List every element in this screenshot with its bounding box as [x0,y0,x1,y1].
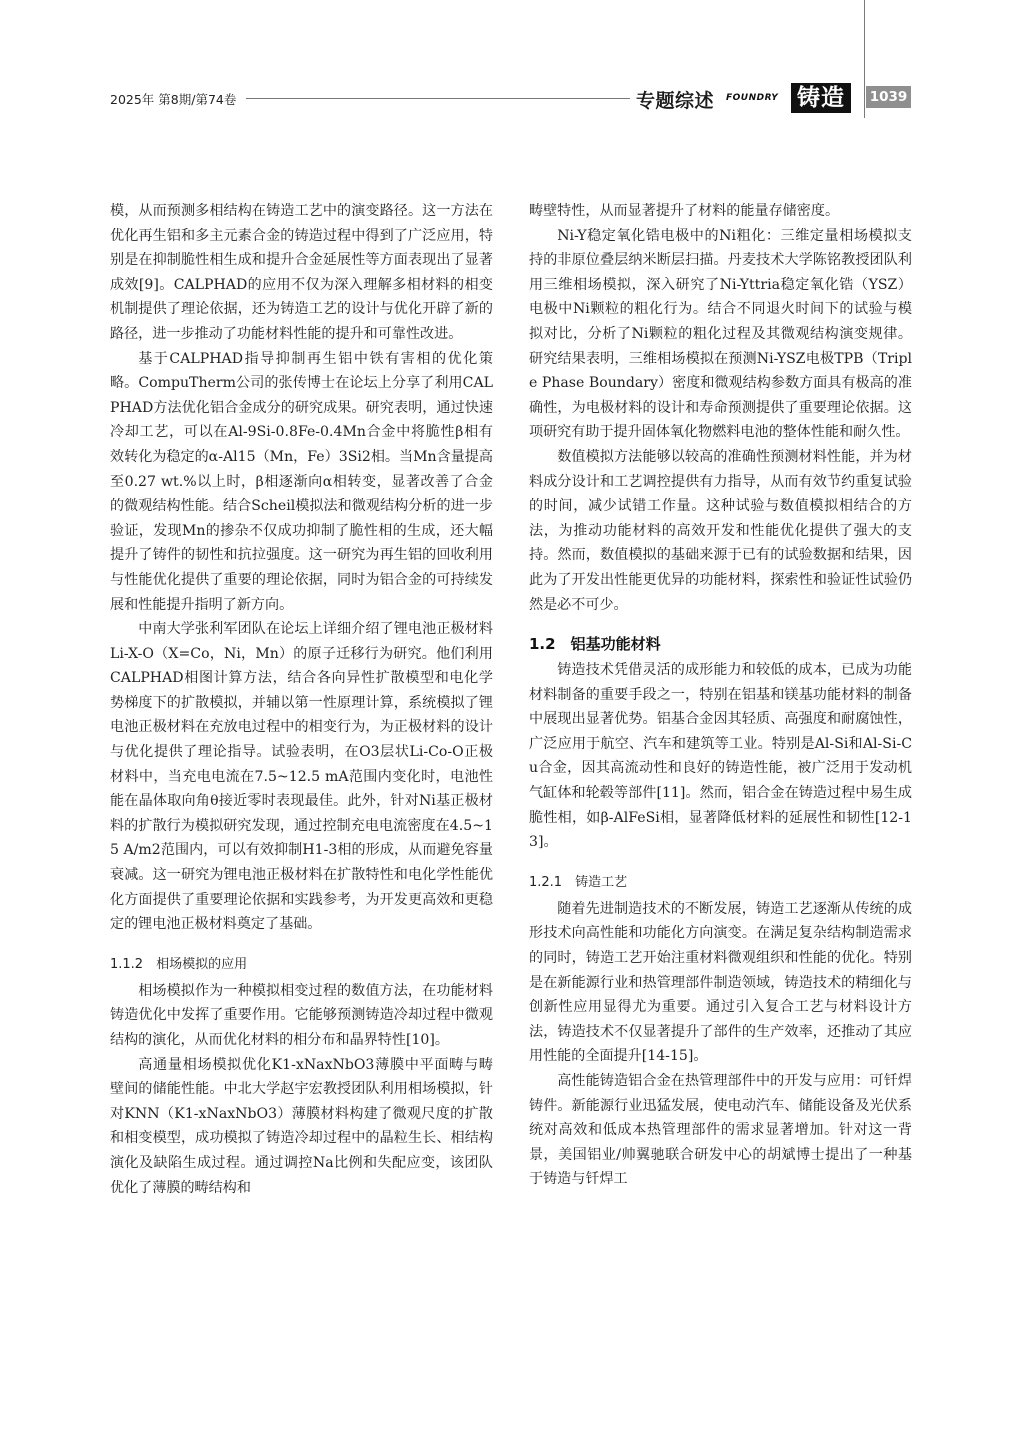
header-rule [246,98,630,99]
paragraph: 高性能铸造铝合金在热管理部件中的开发与应用：可钎焊铸件。新能源行业迅猛发展，使电动汽车、储能设备及光伏系统对高效和低成本热管理部件的需求显著增加。针对这一背景，美国铝业/帅翼驰联合研发中心的胡斌博士提出了一种基于铸造与钎焊工 [529,1073,912,1188]
right-column [529,199,912,1192]
journal-name-english: FOUNDRY [726,93,779,103]
running-header [0,86,1020,112]
paragraph: 中南大学张利军团队在论坛上详细介绍了锂电池正极材料Li-X-O（X=Co，Ni，Mn）的原子迁移行为研究。他们利用CALPHAD相图计算方法，结合各向异性扩散模型和电化学势梯度下的扩散模拟，并辅以第一性原理计算，系统模拟了锂电池正极材料在充放电过程中的相变行为，为正极材料的设计与优化提供了理论指导。试验表明，在O3层状Li-Co-O正极材料中，当充电电流在7.5~12.5 mA范围内变化时，电池性能在晶体取向角θ接近零时表现最佳。此外，针对Ni基正极材料的扩散行为模拟研究发现，通过控制充电电流密度在4.5~15 A/m2范围内，可以有效抑制H1-3相的形成，从而避免容量衰减。这一研究为锂电池正极材料在扩散特性和电化学性能优化方面提供了重要理论依据和实践参考，为开发更高效和更稳定的锂电池正极材料奠定了基础。 [110,621,493,933]
paragraph: 铸造技术凭借灵活的成形能力和较低的成本，已成为功能材料制备的重要手段之一，特别在铝基和镁基功能材料的制备中展现出显著优势。铝基合金因其轻质、高强度和耐腐蚀性，广泛应用于航空、汽车和建筑等工业。特别是Al-Si和Al-Si-Cu合金，因其高流动性和良好的铸造性能，被广泛用于发动机气缸体和轮毂等部件[11]。然而，铝合金在铸造过程中易生成脆性相，如β-AlFeSi相，显著降低材料的延展性和韧性[12-13]。 [529,662,912,851]
section-title: 专题综述 [636,90,715,112]
left-column [110,199,493,1200]
paragraph: 高通量相场模拟优化K1-xNaxNbO3薄膜中平面畴与畴壁间的储能性能。中北大学赵宇宏教授团队利用相场模拟，针对KNN（K1-xNaxNbO3）薄膜材料构建了微观尺度的扩散和相变模型，成功模拟了铸造冷却过程中的晶粒生长、相结构演化及缺陷生成过程。通过调控Na比例和失配应变，该团队优化了薄膜的畴结构和 [110,1056,493,1196]
paragraph: 模，从而预测多相结构在铸造工艺中的演变路径。这一方法在优化再生铝和多主元素合金的铸造过程中得到了广泛应用，特别是在抑制脆性相生成和提升合金延展性等方面表现出了显著成效[9]。CALPHAD的应用不仅为深入理解多相材料的相变机制提供了理论依据，还为铸造工艺的设计与优化开辟了新的路径，进一步推动了功能材料性能的提升和可靠性改进。 [110,203,493,342]
journal-logo: 铸造 [791,83,851,113]
paragraph: Ni-Y稳定氧化锆电极中的Ni粗化：三维定量相场模拟支持的非原位叠层纳米断层扫描。丹麦技术大学陈铭教授团队利用三维相场模拟，深入研究了Ni-Yttria稳定氧化锆（YSZ）电极中Ni颗粒的粗化行为。结合不同退火时间下的试验与模拟对比，分析了Ni颗粒的粗化过程及其微观结构演变规律。研究结果表明，三维相场模拟在预测Ni-YSZ电极TPB（Triple Phase Boundary）密度和微观结构参数方面具有极高的准确性，为电极材料的设计和寿命预测提供了重要理论依据。这项研究有助于提升固体氧化物燃料电池的整体性能和耐久性。 [529,227,912,441]
paragraph: 基于CALPHAD指导抑制再生铝中铁有害相的优化策略。CompuTherm公司的张传博士在论坛上分享了利用CALPHAD方法优化铝合金成分的研究成果。研究表明，通过快速冷却工艺，可以在Al-9Si-0.8Fe-0.4Mn合金中将脆性β相有效转化为稳定的α-Al15（Mn，Fe）3Si2相。当Mn含量提高至0.27 wt.%以上时，β相逐渐向α相转变，显著改善了合金的微观结构性能。结合Scheil模拟法和微观结构分析的进一步验证，发现Mn的掺杂不仅成功抑制了脆性相的生成，还大幅提升了铸件的韧性和抗拉强度。这一研究为再生铝的回收利用与性能优化提供了重要的理论依据，同时为铝合金的可持续发展和性能提升指明了新方向。 [110,350,493,613]
page-number: 1039 [866,86,911,108]
subsection-heading: 1.1.2 相场模拟的应用 [110,956,248,972]
paragraph: 畴壁特性，从而显著提升了材料的能量存储密度。 [529,203,840,219]
paragraph: 随着先进制造技术的不断发展，铸造工艺逐渐从传统的成形技术向高性能和功能化方向演变。在满足复杂结构制造需求的同时，铸造工艺开始注重材料微观组织和性能的优化。特别是在新能源行业和热管理部件制造领域，铸造技术的精细化与创新性应用显得尤为重要。通过引入复合工艺与材料设计方法，铸造技术不仅显著提升了部件的生产效率，还推动了其应用性能的全面提升[14-15]。 [529,900,912,1065]
journal-issue: 2025年 第8期/第74卷 [110,92,237,107]
subsection-heading: 1.2.1 铸造工艺 [529,874,628,890]
section-heading: 1.2 铝基功能材料 [529,635,661,654]
paragraph: 相场模拟作为一种模拟相变过程的数值方法，在功能材料铸造优化中发挥了重要作用。它能够预测铸造冷却过程中微观结构的演化，从而优化材料的相分布和晶界特性[10]。 [110,982,493,1048]
paragraph: 数值模拟方法能够以较高的准确性预测材料性能，并为材料成分设计和工艺调控提供有力指导，从而有效节约重复试验的时间，减少试错工作量。这种试验与数值模拟相结合的方法，为推动功能材料的高效开发和性能优化提供了强大的支持。然而，数值模拟的基础来源于已有的试验数据和结果，因此为了开发出性能更优异的功能材料，探索性和验证性试验仍然是必不可少。 [529,448,912,613]
